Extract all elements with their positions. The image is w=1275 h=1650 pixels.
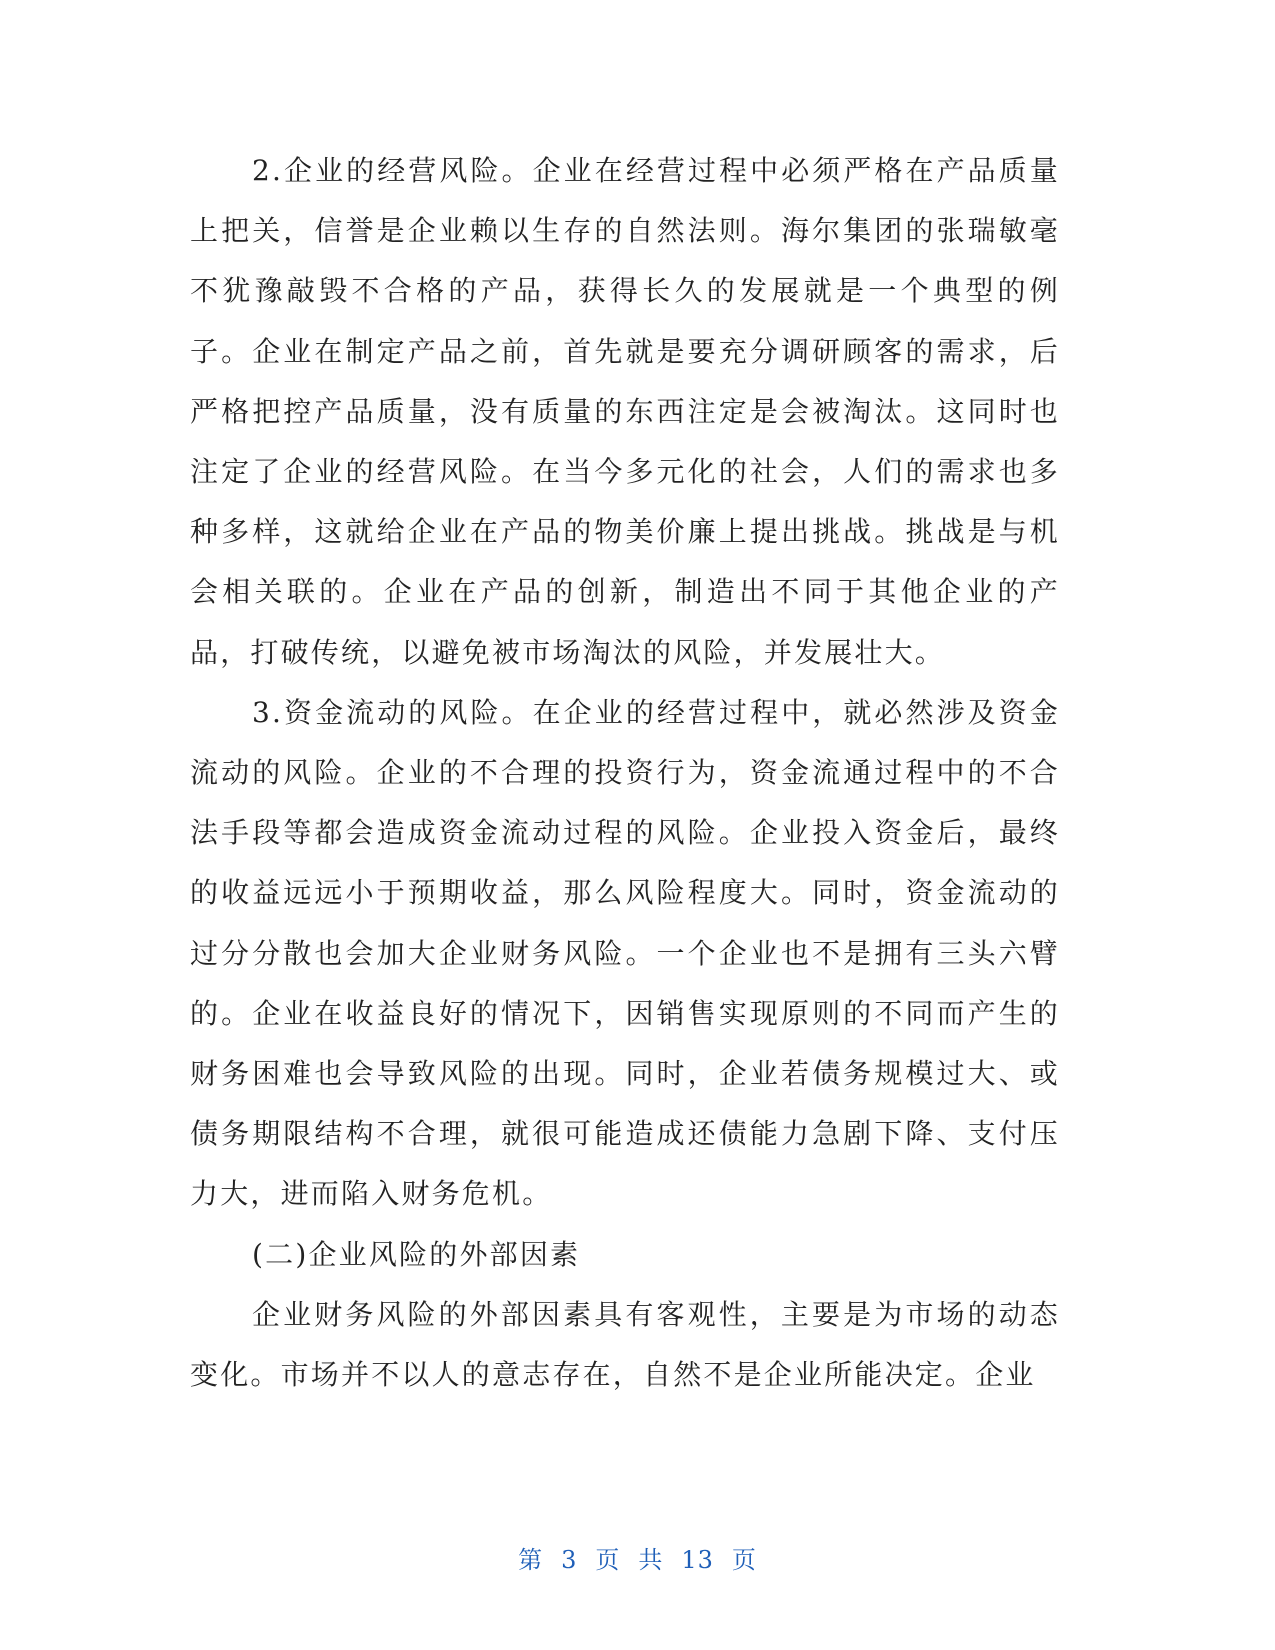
document-body [190,141,1060,1405]
footer-total-word: 共 [638,1546,664,1574]
section-heading-external-factors: (二)企业风险的外部因素 [252,1237,581,1271]
footer-total-pages: 13 [681,1546,714,1574]
paragraph-capital-flow-risk: 3.资金流动的风险。在企业的经营过程中，就必然涉及资金流动的风险。企业的不合理的投资行为，资金流通过程中的不合法手段等都会造成资金流动过程的风险。企业投入资金后，最终的收益远远小于预期收益，那么风险程度大。同时，资金流动的过分分散也会加大企业财务风险。一个企业也不是拥有三头六臂的。企业在收益良好的情况下，因销售实现原则的不同而产生的财务困难也会导致风险的出现。同时，企业若债务规模过大、或债务期限结构不合理，就很可能造成还债能力急剧下降、支付压力大，进而陷入财务危机。 [190,695,1060,1211]
paragraph-external-factors: 企业财务风险的外部因素具有客观性，主要是为市场的动态变化。市场并不以人的意志存在，自然不是企业所能决定。企业 [190,1297,1060,1392]
footer-prefix: 第 [518,1546,544,1574]
paragraph-business-risk: 2.企业的经营风险。企业在经营过程中必须严格在产品质量上把关，信誉是企业赖以生存的自然法则。海尔集团的张瑞敏毫不犹豫敲毁不合格的产品，获得长久的发展就是一个典型的例子。企业在制定产品之前，首先就是要充分调研顾客的需求，后严格把控产品质量，没有质量的东西注定是会被淘汰。这同时也注定了企业的经营风险。在当今多元化的社会，人们的需求也多种多样，这就给企业在产品的物美价廉上提出挑战。挑战是与机会相关联的。企业在产品的创新，制造出不同于其他企业的产品，打破传统，以避免被市场淘汰的风险，并发展壮大。 [190,154,1060,669]
footer-current-page: 3 [561,1546,578,1574]
footer-page-word: 页 [595,1546,621,1574]
footer-suffix: 页 [731,1546,757,1574]
page-footer [0,1540,1275,1575]
